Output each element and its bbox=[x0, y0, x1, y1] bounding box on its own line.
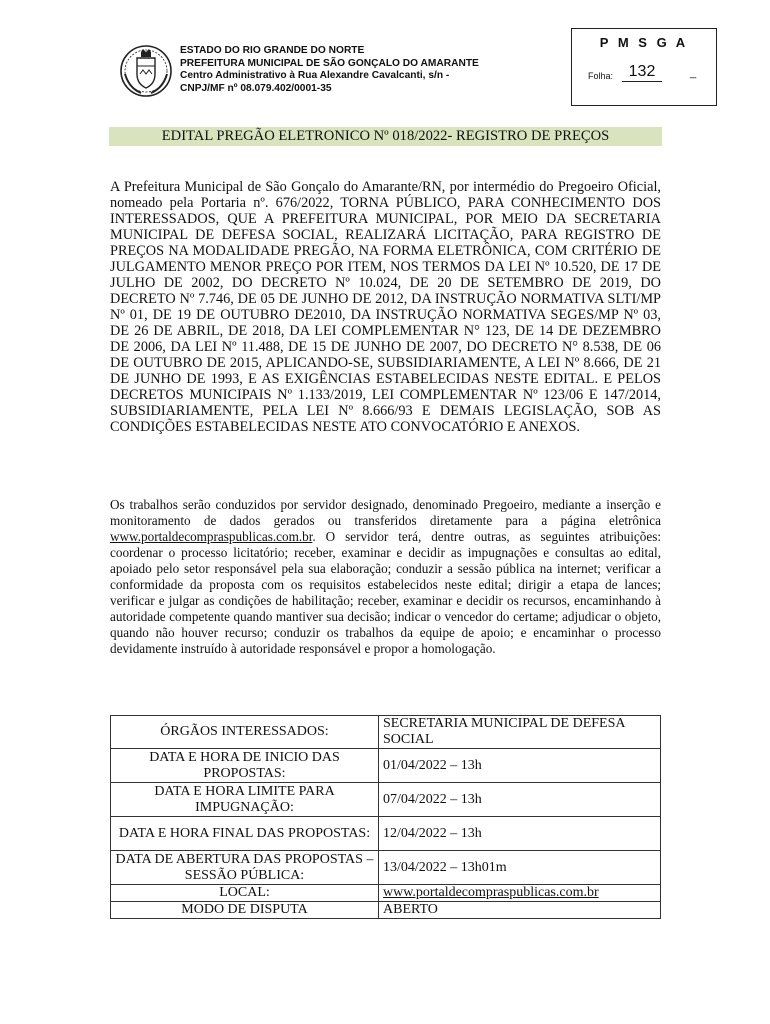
row-value: SECRETARIA MUNICIPAL DE DEFESA SOCIAL bbox=[379, 716, 661, 749]
auction-info-table bbox=[110, 715, 661, 919]
portal-link[interactable]: www.portaldecompraspublicas.com.br bbox=[110, 529, 313, 544]
row-value: 07/04/2022 – 13h bbox=[379, 783, 661, 817]
table-row bbox=[111, 851, 661, 885]
header-state: ESTADO DO RIO GRANDE DO NORTE bbox=[180, 45, 365, 56]
table-row bbox=[111, 783, 661, 817]
stamp-folha-label: Folha: bbox=[588, 71, 614, 81]
row-value bbox=[379, 885, 661, 902]
table-row bbox=[111, 749, 661, 783]
row-value: 01/04/2022 – 13h bbox=[379, 749, 661, 783]
municipal-crest-icon bbox=[119, 44, 173, 98]
stamp-folha-number: 132 bbox=[622, 63, 662, 82]
row-value: 12/04/2022 – 13h bbox=[379, 817, 661, 851]
procedures-text-end: . O servidor terá, dentre outras, as seguintes atribuições: coordenar o processo licitatório; receber, examinar e decidir as impugnações e consultas ao edital, apoiado pelo setor responsável pela sua elaboração; conduzir a sessão pública na internet; verificar a conformidade da proposta com os requisitos estabelecidos neste edital; dirigir a etapa de lances; verificar e julgar as condições de habilitação; receber, examinar e decidir os recursos, encaminhando à autoridade competente quando mantiver sua decisão; indicar o vencedor do certame; adjudicar o objeto, quando não houver recurso; conduzir os trabalhos da equipe de apoio; e encaminhar o processo devidamente instruído à autoridade responsável e propor a homologação. bbox=[110, 529, 661, 656]
page-stamp bbox=[571, 28, 717, 106]
row-label: DATA E HORA DE INICIO DAS PROPOSTAS: bbox=[111, 749, 379, 783]
row-label: DATA DE ABERTURA DAS PROPOSTAS – SESSÃO PÚBLICA: bbox=[111, 851, 379, 885]
stamp-mark: _ bbox=[690, 67, 697, 79]
table-row bbox=[111, 885, 661, 902]
header-address: Centro Administrativo à Rua Alexandre Cavalcanti, s/n - bbox=[180, 70, 450, 82]
table-row bbox=[111, 817, 661, 851]
row-label: DATA E HORA LIMITE PARA IMPUGNAÇÃO: bbox=[111, 783, 379, 817]
row-label: ÓRGÃOS INTERESSADOS: bbox=[111, 716, 379, 749]
local-link[interactable]: www.portaldecompraspublicas.com.br bbox=[383, 885, 599, 900]
intro-paragraph: A Prefeitura Municipal de São Gonçalo do Amarante/RN, por intermédio do Pregoeiro Oficial, nomeado pela Portaria nº. 676/2022, TORNA PÚBLICO, PARA CONHECIMENTO DOS INTERESSADOS, QUE A PREFEITURA MUNICIPAL, POR MEIO DA SECRETARIA MUNICIPAL DE DEFESA SOCIAL, REALIZARÁ LICITAÇÃO, PARA REGISTRO DE PREÇOS NA MODALIDADE PREGÃO, NA FORMA ELETRÔNICA, COM CRITÉRIO DE JULGAMENTO MENOR PREÇO POR ITEM, NOS TERMOS DA LEI Nº 10.520, DE 17 DE JULHO DE 2002, DO DECRETO Nº 10.024, DE 20 DE SETEMBRO DE 2019, DO DECRETO Nº 7.746, DE 05 DE JUNHO DE 2012, DA INSTRUÇÃO NORMATIVA SLTI/MP Nº 01, DE 19 DE OUTUBRO DE2010, DA INSTRUÇÃO NORMATIVA SEGES/MP Nº 03, DE 26 DE ABRIL, DE 2018, DA LEI COMPLEMENTAR N° 123, DE 14 DE DEZEMBRO DE 2006, DA LEI Nº 11.488, DE 15 DE JUNHO DE 2007, DO DECRETO N° 8.538, DE 06 DE OUTUBRO DE 2015, APLICANDO-SE, SUBSIDIARIAMENTE, A LEI Nº 8.666, DE 21 DE JUNHO DE 1993, E AS EXIGÊNCIAS ESTABELECIDAS NESTE EDITAL. E PELOS DECRETOS MUNICIPAIS Nº 1.133/2019, LEI COMPLEMENTAR Nº 123/06 E 147/2014, SUBSIDIARIAMENTE, PELA LEI Nº 8.666/93 E DEMAIS LEGISLAÇÃO, SOB AS CONDIÇÕES ESTABELECIDAS NESTE ATO CONVOCATÓRIO E ANEXOS. bbox=[110, 179, 661, 435]
row-label: MODO DE DISPUTA bbox=[111, 902, 379, 919]
row-value: ABERTO bbox=[379, 902, 661, 919]
procedures-paragraph bbox=[110, 497, 661, 657]
row-value: 13/04/2022 – 13h01m bbox=[379, 851, 661, 885]
table-row bbox=[111, 716, 661, 749]
procedures-text-start: Os trabalhos serão conduzidos por servidor designado, denominado Pregoeiro, mediante a inserção e monitoramento de dados gerados ou transferidos diretamente para a página eletrônica bbox=[110, 497, 661, 528]
stamp-title: P M S G A bbox=[599, 35, 689, 50]
header-cnpj: CNPJ/MF nº 08.079.402/0001-35 bbox=[180, 82, 332, 94]
row-label: DATA E HORA FINAL DAS PROPOSTAS: bbox=[111, 817, 379, 851]
row-label: LOCAL: bbox=[111, 885, 379, 902]
header-prefeitura: PREFEITURA MUNICIPAL DE SÃO GONÇALO DO AMARANTE bbox=[180, 57, 479, 69]
document-title: EDITAL PREGÃO ELETRONICO Nº 018/2022- REGISTRO DE PREÇOS bbox=[109, 127, 662, 146]
table-row bbox=[111, 902, 661, 919]
institution-header bbox=[180, 45, 479, 95]
